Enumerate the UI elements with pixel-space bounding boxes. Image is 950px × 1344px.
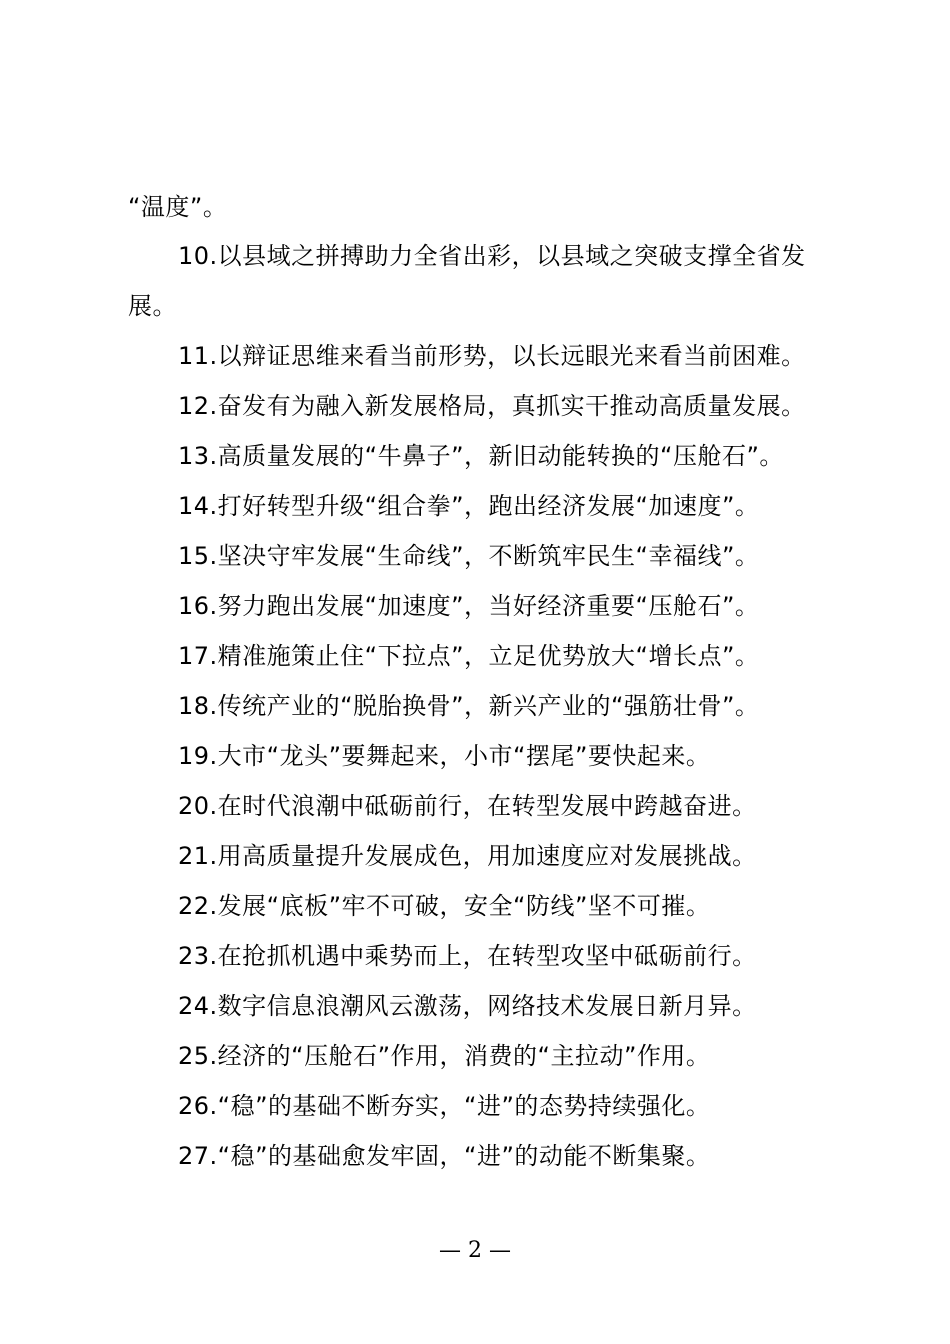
list-item-22: 22.发展“底板”牢不可破，安全“防线”坚不可摧。 (178, 892, 711, 920)
list-item-27: 27.“稳”的基础愈发牢固，“进”的动能不断集聚。 (178, 1142, 711, 1170)
continuation-text: “温度”。 (128, 193, 228, 221)
list-item-24: 24.数字信息浪潮风云激荡，网络技术发展日新月异。 (178, 992, 757, 1020)
list-item-10-line2: 展。 (128, 292, 177, 320)
list-item-18: 18.传统产业的“脱胎换骨”，新兴产业的“强筋壮骨”。 (178, 692, 760, 720)
list-item-23: 23.在抢抓机遇中乘势而上，在转型攻坚中砥砺前行。 (178, 942, 757, 970)
list-item-21: 21.用高质量提升发展成色，用加速度应对发展挑战。 (178, 842, 757, 870)
list-item-25: 25.经济的“压舱石”作用，消费的“主拉动”作用。 (178, 1042, 711, 1070)
page-number: — 2 — (439, 1238, 511, 1263)
list-item-16: 16.努力跑出发展“加速度”，当好经济重要“压舱石”。 (178, 592, 760, 620)
list-item-11: 11.以辩证思维来看当前形势，以长远眼光来看当前困难。 (178, 342, 806, 370)
list-item-20: 20.在时代浪潮中砥砺前行，在转型发展中跨越奋进。 (178, 792, 757, 820)
list-item-19: 19.大市“龙头”要舞起来，小市“摆尾”要快起来。 (178, 742, 711, 770)
list-item-14: 14.打好转型升级“组合拳”，跑出经济发展“加速度”。 (178, 492, 760, 520)
list-item-26: 26.“稳”的基础不断夯实，“进”的态势持续强化。 (178, 1092, 711, 1120)
list-item-10-line1: 10.以县域之拼搏助力全省出彩，以县域之突破支撑全省发 (178, 242, 806, 270)
list-item-15: 15.坚决守牢发展“生命线”，不断筑牢民生“幸福线”。 (178, 542, 760, 570)
list-item-17: 17.精准施策止住“下拉点”，立足优势放大“增长点”。 (178, 642, 760, 670)
list-item-12: 12.奋发有为融入新发展格局，真抓实干推动高质量发展。 (178, 392, 806, 420)
list-item-13: 13.高质量发展的“牛鼻子”，新旧动能转换的“压舱石”。 (178, 442, 784, 470)
